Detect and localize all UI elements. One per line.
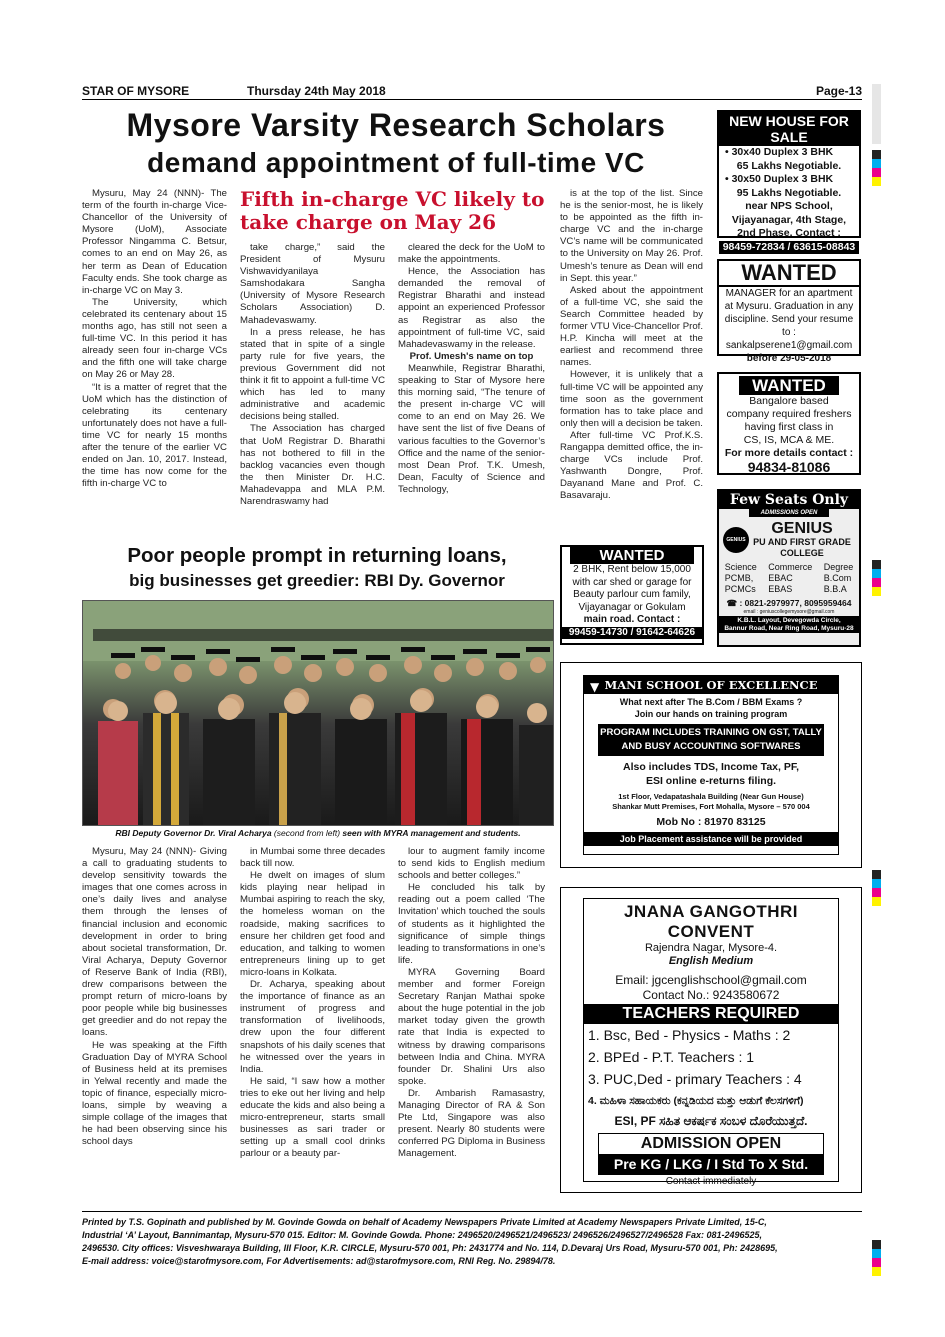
imprint-line: E-mail address: voice@starofmysore.com, For Advertisements: ad@starofmysore.com, RNI Reg. No. 29894/78. bbox=[82, 1256, 556, 1266]
graduation-crowd-image bbox=[83, 601, 554, 826]
ad-line: 1st Floor, Vedapatashala Building (Near Gun House) bbox=[618, 792, 804, 801]
lead-subhead-line2: take charge on May 26 bbox=[240, 210, 496, 234]
paragraph: is at the top of the list. Since he is the senior-most, he is likely to be appointed as the fifth in-charge VC and the in-charge VC’s name will be communicated to the University on May 26. Prof. Umesh’s tenure as Dean will end in Sept. this year.” bbox=[560, 188, 703, 284]
paragraph: cleared the deck for the UoM to make the appointments. bbox=[398, 242, 545, 266]
paragraph: Meanwhile, Registrar Bharathi, speaking to Star of Mysore here this morning said, “The tenure of the present in-charge VC will come to an end on May 26. We have sent the list of five Deans of various faculties to the Governor’s Office and the name of the senior-most Dean Prof. T.K. Umesh, Dean, Faculty of Science and Technology, bbox=[398, 362, 545, 495]
ad-jnana-gangothri bbox=[560, 887, 862, 1193]
lead-col-4 bbox=[560, 188, 703, 502]
ad-jnana-title: JNANA GANGOTHRI CONVENT bbox=[623, 902, 799, 941]
ad-line: Also includes TDS, Income Tax, PF, bbox=[622, 761, 799, 773]
paragraph: The Association has charged that UoM Registrar D. Bharathi has not bothered to fill in the backlog vacancies even though the then Minister Dr. H.C. Mahadevappa and MLA P.M. Narendraswamy had bbox=[240, 423, 385, 507]
ad-jnana-teachers: TEACHERS REQUIRED bbox=[584, 1004, 838, 1024]
ad-house-phone: 98459-72834 / 63615-08843 bbox=[719, 241, 859, 255]
ad-line: discipline. Send your resume bbox=[724, 314, 854, 325]
ad-genius-email: email : geniuscollegemysore@gmail.com bbox=[743, 609, 835, 615]
paragraph: After full-time VC Prof.K.S. Rangappa demitted office, the in-charge VCs include Prof. Yashwanth Dongre, Prof. Dayanand Mane and Prof. C. Basavaraju. bbox=[560, 429, 703, 502]
registration-strip bbox=[872, 84, 881, 144]
imprint-line: Printed by T.S. Gopinath and published by M. Govinde Gowda on behalf of Academy Newspapers Private Limited at Academy Newspapers Private Limited, 15-C, bbox=[82, 1217, 767, 1227]
registration-bar-3 bbox=[872, 870, 881, 906]
paragraph: He dwelt on images of slum kids playing near helipad in Mumbai aspiring to reach the sky, the homeless woman on the roadside, making sacrifices to ensure her children get food and education, and talking to women entrepreneurs lining up to get micro-loans in Kolkata. bbox=[240, 870, 385, 978]
ad-line: 2. BPEd - P.T. Teachers : 1 bbox=[588, 1049, 755, 1065]
paragraph: Dr. Acharya, speaking about the importance of finance as an instrument of progress and transformation of livelihoods, drew upon the four different snapshots of his daily scenes that he witnessed over the years in India. bbox=[240, 979, 385, 1075]
ad-mani-school bbox=[560, 662, 862, 868]
ad-jnana-contact: Contact No.: 9243580672 bbox=[642, 988, 780, 1002]
registration-bar-2 bbox=[872, 560, 881, 596]
ad-line: Bangalore based bbox=[749, 395, 829, 407]
stream: PCMB, bbox=[724, 573, 754, 583]
ad-line: 65 Lakhs Negotiable. bbox=[736, 159, 842, 172]
ad-line: 95 Lakhs Negotiable. bbox=[736, 186, 842, 199]
genius-logo-icon: GENIUS bbox=[723, 527, 749, 553]
page-header bbox=[82, 84, 862, 100]
paper-name: STAR OF MYSORE bbox=[82, 84, 190, 98]
ad-genius-college bbox=[717, 489, 861, 647]
ad-genius-streams bbox=[719, 562, 859, 595]
stream: Degree bbox=[823, 562, 854, 572]
ad-wanted-freshers bbox=[717, 372, 861, 475]
lead-crosshead: Prof. Umesh's name on top bbox=[409, 350, 534, 362]
paragraph: “It is a matter of regret that the UoM which has the distinction of celebrating its centenary unfortunately does not have a full-time VC for nearly 15 months after the tenure of the earlier VC ended on Jan. 10, 2017. Instead, the time has now come for the fifth in-charge VC to bbox=[82, 381, 227, 490]
caption-italic: (second from left) bbox=[271, 828, 343, 838]
lead-col-2 bbox=[240, 242, 385, 508]
ad-line: • 30x50 Duplex 3 BHK bbox=[725, 173, 834, 185]
ad-line: Vijayanagar, 4th Stage, bbox=[731, 213, 847, 226]
paragraph: The University, which celebrated its centenary about 15 months ago, has still not seen a full-time VC. In this period it has already seen four in-charge VCs and the fifth one will take charge on May 26 or May 28. bbox=[82, 296, 227, 381]
paragraph: Mysuru, May 24 (NNN)- The term of the fourth in-charge Vice-Chancellor of the University of Mysore (UoM), Associate Professor Ningamma C. Betsur, comes to an end on May 26, as her term as Dean of Education Faculty ends. She took charge as in-charge VC on May 3. bbox=[82, 188, 227, 296]
ad-line: PU AND FIRST GRADE bbox=[753, 537, 851, 547]
ad-genius-address2: Bannur Road, Near Ring Road, Mysuru-28 bbox=[724, 625, 854, 632]
ad-mani-mobile: Mob No : 81970 83125 bbox=[656, 816, 766, 828]
paragraph: He concluded his talk by reading out a poem called ‘The Invitation’ which touched the souls of students as it highlighted the significance of simple things leading to transformations in one’s life. bbox=[398, 882, 545, 966]
lead-col-3 bbox=[398, 242, 545, 496]
lead-headline-line2: demand appointment of full-time VC bbox=[147, 147, 645, 178]
stream: B.B.A bbox=[823, 584, 847, 594]
ad-line: 2 BHK, Rent below 15,000 bbox=[573, 564, 691, 575]
ad-line: AND BUSY ACCOUNTING SOFTWARES bbox=[621, 741, 801, 752]
registration-bar-1 bbox=[872, 150, 881, 186]
ad-line: near NPS School, bbox=[745, 200, 833, 212]
ad-line: 2nd Phase. Contact : bbox=[737, 227, 841, 239]
story2-col-2 bbox=[240, 846, 385, 1160]
stream: B.Com bbox=[823, 573, 852, 583]
lead-col-1 bbox=[82, 188, 227, 490]
ad-line: to : sankalpserene1@gmail.com bbox=[725, 327, 853, 351]
ad-line: Shankar Mutt Premises, Fort Mohalla, Mysore – 570 004 bbox=[612, 802, 810, 811]
lead-headline-line1: Mysore Varsity Research Scholars bbox=[126, 107, 666, 143]
ad-jnana-immediate: Contact immediately bbox=[665, 1176, 757, 1187]
registration-bar-4 bbox=[872, 1240, 881, 1276]
ad-line: Join our hands on training program bbox=[634, 709, 788, 719]
ad-line: English Medium bbox=[668, 955, 754, 967]
paragraph: lour to augment family income to send kids to English medium schools and better colleges.” bbox=[398, 846, 545, 882]
paragraph: Dr. Ambarish Ramasastry, Managing Director of RA & Son Pte Ltd, Singapore was also present. Nearly 80 students were conferred PG Diploma in Business Management. bbox=[398, 1087, 545, 1160]
lead-subhead bbox=[240, 188, 552, 234]
photo-caption bbox=[82, 828, 554, 838]
ad-jnana-esi: ESI, PF ಸಹಿತ ಆಕರ್ಷಕ ಸಂಬಳ ದೊರೆಯುತ್ತದೆ. bbox=[614, 1114, 808, 1128]
ad-line: CS, IS, MCA & ME. bbox=[743, 434, 835, 446]
ad-genius-address: K.B.L. Layout, Devegowda Circle, bbox=[737, 617, 841, 624]
caption-end: seen with MYRA management and students. bbox=[342, 828, 521, 838]
ad-line: Rajendra Nagar, Mysore-4. bbox=[644, 942, 778, 954]
mani-logo-icon: ▼ bbox=[590, 680, 600, 694]
ad-line: at Mysuru. Graduation in any bbox=[724, 301, 854, 312]
ad-wanted-phone: 94834-81086 bbox=[747, 459, 831, 475]
ad-line: company required freshers bbox=[726, 408, 852, 420]
ad-line: with car shed or garage for bbox=[572, 576, 692, 588]
stream: Commerce bbox=[768, 562, 813, 572]
ad-line: MANAGER for an apartment bbox=[725, 288, 853, 299]
ad-jnana-admission: ADMISSION OPEN bbox=[640, 1135, 782, 1152]
ad-line: For more details contact : bbox=[724, 447, 854, 459]
ad-wanted-title: WANTED bbox=[739, 376, 839, 395]
ad-mani-program bbox=[598, 724, 824, 756]
paragraph: take charge,” said the President of Mysuru Vishwavidyanilaya Samshodakara Sangha (University of Mysore Research Scholars Association) D. Mahadevaswamy. bbox=[240, 242, 385, 326]
ad-line: What next after The B.Com / BBM Exams ? bbox=[619, 697, 803, 707]
ad-line: main road. Contact : bbox=[583, 614, 681, 625]
lead-subhead-line1: Fifth in-charge VC likely to bbox=[240, 187, 545, 211]
stream: Science bbox=[724, 562, 757, 572]
ad-wanted-manager bbox=[717, 259, 861, 364]
ad-jnana-classes: Pre KG / LKG / I Std To X Std. bbox=[599, 1154, 823, 1174]
ad-wanted-title: WANTED bbox=[570, 547, 694, 564]
ad-wanted-phone: 99459-14730 / 91642-64626 bbox=[562, 627, 702, 640]
paragraph: Mysuru, May 24 (NNN)- Giving a call to graduating students to develop sensitivity towards the images that one comes across in one’s daily lives and analyse them through the lenses of financial inclusion and economic development in order to bring about societal transformation, Dr. Viral Acharya, Deputy Governor of Reserve Bank of India (RBI), drew comparisons between the prompt return of micro-loans by poor people while big businesses get greedier and do not repay the loans. bbox=[82, 846, 227, 1039]
paragraph: Asked about the appointment of a full-time VC, she said the Search Committee headed by former VTU Vice-Chancellor Prof. H.P. Kincha will meet at the earliest and recommend three names. bbox=[560, 284, 703, 369]
paragraph: He said, “I saw how a mother tries to eke out her living and help educate the kids and also being a micro-entrepreneur, starts small businesses as sari trader or setting up a small cool drinks parlour or a beauty par- bbox=[240, 1075, 385, 1160]
ad-mani-footer: Job Placement assistance will be provided bbox=[584, 832, 838, 846]
imprint-line: Industrial ‘A’ Layout, Bannimantap, Mysuru-570 015. Editor: M. Govinde Gowda. Phone: 2496520/2496521/2496523/ 2496526/2496527/2496528 Fax: 081-2496525, bbox=[82, 1230, 763, 1240]
ad-line: 3. PUC,Ded - primary Teachers : 4 bbox=[588, 1071, 802, 1087]
paragraph: MYRA Governing Board member and former Foreign Secretary Ranjan Mathai spoke about the huge potential in the job market today given the growth rate that India is expected to witness by drawing comparisons between India and China. MYRA founder Dr. Shalini Urs also spoke. bbox=[398, 966, 545, 1087]
graduation-photo bbox=[82, 600, 554, 826]
ad-line: 4. ಮಹಿಳಾ ಸಹಾಯಕರು (ಕನ್ನಡಿಯದ ಮತ್ತು ಆಡುಗೆ ಕೆಲಸಗಳಿಗೆ) bbox=[588, 1095, 804, 1107]
ad-genius-top: Few Seats Only bbox=[719, 491, 859, 509]
imprint-line: 2496530. City offices: Visveshwaraya Building, III Floor, K.R. CIRCLE, Mysuru-570 001, Ph: 2431774 and No. 114, D.Devaraj Urs Road, Mysuru-570 001, Ph: 2428695, bbox=[82, 1243, 778, 1253]
imprint bbox=[82, 1211, 862, 1268]
ad-line: PROGRAM INCLUDES TRAINING ON GST, TALLY bbox=[600, 727, 822, 738]
story2-headline-line1: Poor people prompt in returning loans, bbox=[127, 544, 507, 567]
ad-genius-phone: ☎ : 0821-2979977, 8095959464 bbox=[726, 598, 852, 608]
ad-line: Beauty parlour cum family, bbox=[573, 589, 691, 600]
paragraph: He was speaking at the Fifth Graduation Day of MYRA School of Business held at its premises in Yelwal recently and made the topic of finance, especially micro-loans, simple by weaving a simple collage of the images that he had been observing since his school days bbox=[82, 1039, 227, 1148]
ad-line: COLLEGE bbox=[780, 548, 824, 558]
ad-genius-name: GENIUS bbox=[771, 520, 833, 537]
story2-col-1 bbox=[82, 846, 227, 1148]
stream: EBAC bbox=[768, 573, 793, 583]
paragraph: Hence, the Association has demanded the removal of Registrar Bharathi and instead appoint an experienced Professor as Registrar as also the appointment of full-time VC, said Mahadevaswamy in the release. bbox=[398, 266, 545, 350]
ad-wanted-rent bbox=[560, 545, 704, 645]
paragraph: However, it is unlikely that a full-time VC will be appointed any time soon as the government formation has to take place and only then will a decision be taken. bbox=[560, 369, 703, 429]
ad-line: before 29-05-2018 bbox=[746, 353, 832, 364]
ad-line: ESI online e-returns filing. bbox=[645, 775, 777, 787]
paragraph: In a press release, he has stated that in spite of a single party rule for five years, the previous Government did not think it fit to appoint a full-time VC which has led to many administrative and academic decisions being stalled. bbox=[240, 326, 385, 423]
ad-line: 1. Bsc, Bed - Physics - Maths : 2 bbox=[588, 1027, 791, 1043]
paragraph: in Mumbai some three decades back till now. bbox=[240, 846, 385, 870]
story2-headline-line2: big businesses get greedier: RBI Dy. Governor bbox=[129, 571, 505, 590]
story2-col-3 bbox=[398, 846, 545, 1160]
stream: PCMCs bbox=[724, 584, 756, 594]
ad-line: • 30x40 Duplex 3 BHK bbox=[725, 146, 834, 158]
ad-wanted-title: WANTED bbox=[719, 261, 859, 287]
page-number: Page-13 bbox=[815, 84, 862, 98]
ad-mani-title: MANI SCHOOL OF EXCELLENCE bbox=[604, 678, 818, 692]
ad-house-for-sale bbox=[717, 110, 861, 253]
ad-line: having first class in bbox=[744, 421, 834, 433]
stream: EBAS bbox=[768, 584, 793, 594]
caption-bold: RBI Deputy Governor Dr. Viral Acharya bbox=[115, 828, 272, 838]
issue-date: Thursday 24th May 2018 bbox=[247, 84, 386, 98]
ad-line: Vijayanagar or Gokulam bbox=[578, 601, 686, 613]
ad-genius-sub: ADMISSIONS OPEN bbox=[749, 509, 829, 517]
ad-jnana-email: Email: jgcenglishschool@gmail.com bbox=[615, 973, 807, 987]
ad-house-title: NEW HOUSE FOR SALE bbox=[719, 112, 859, 146]
ad-mani-title-bar bbox=[584, 676, 838, 694]
